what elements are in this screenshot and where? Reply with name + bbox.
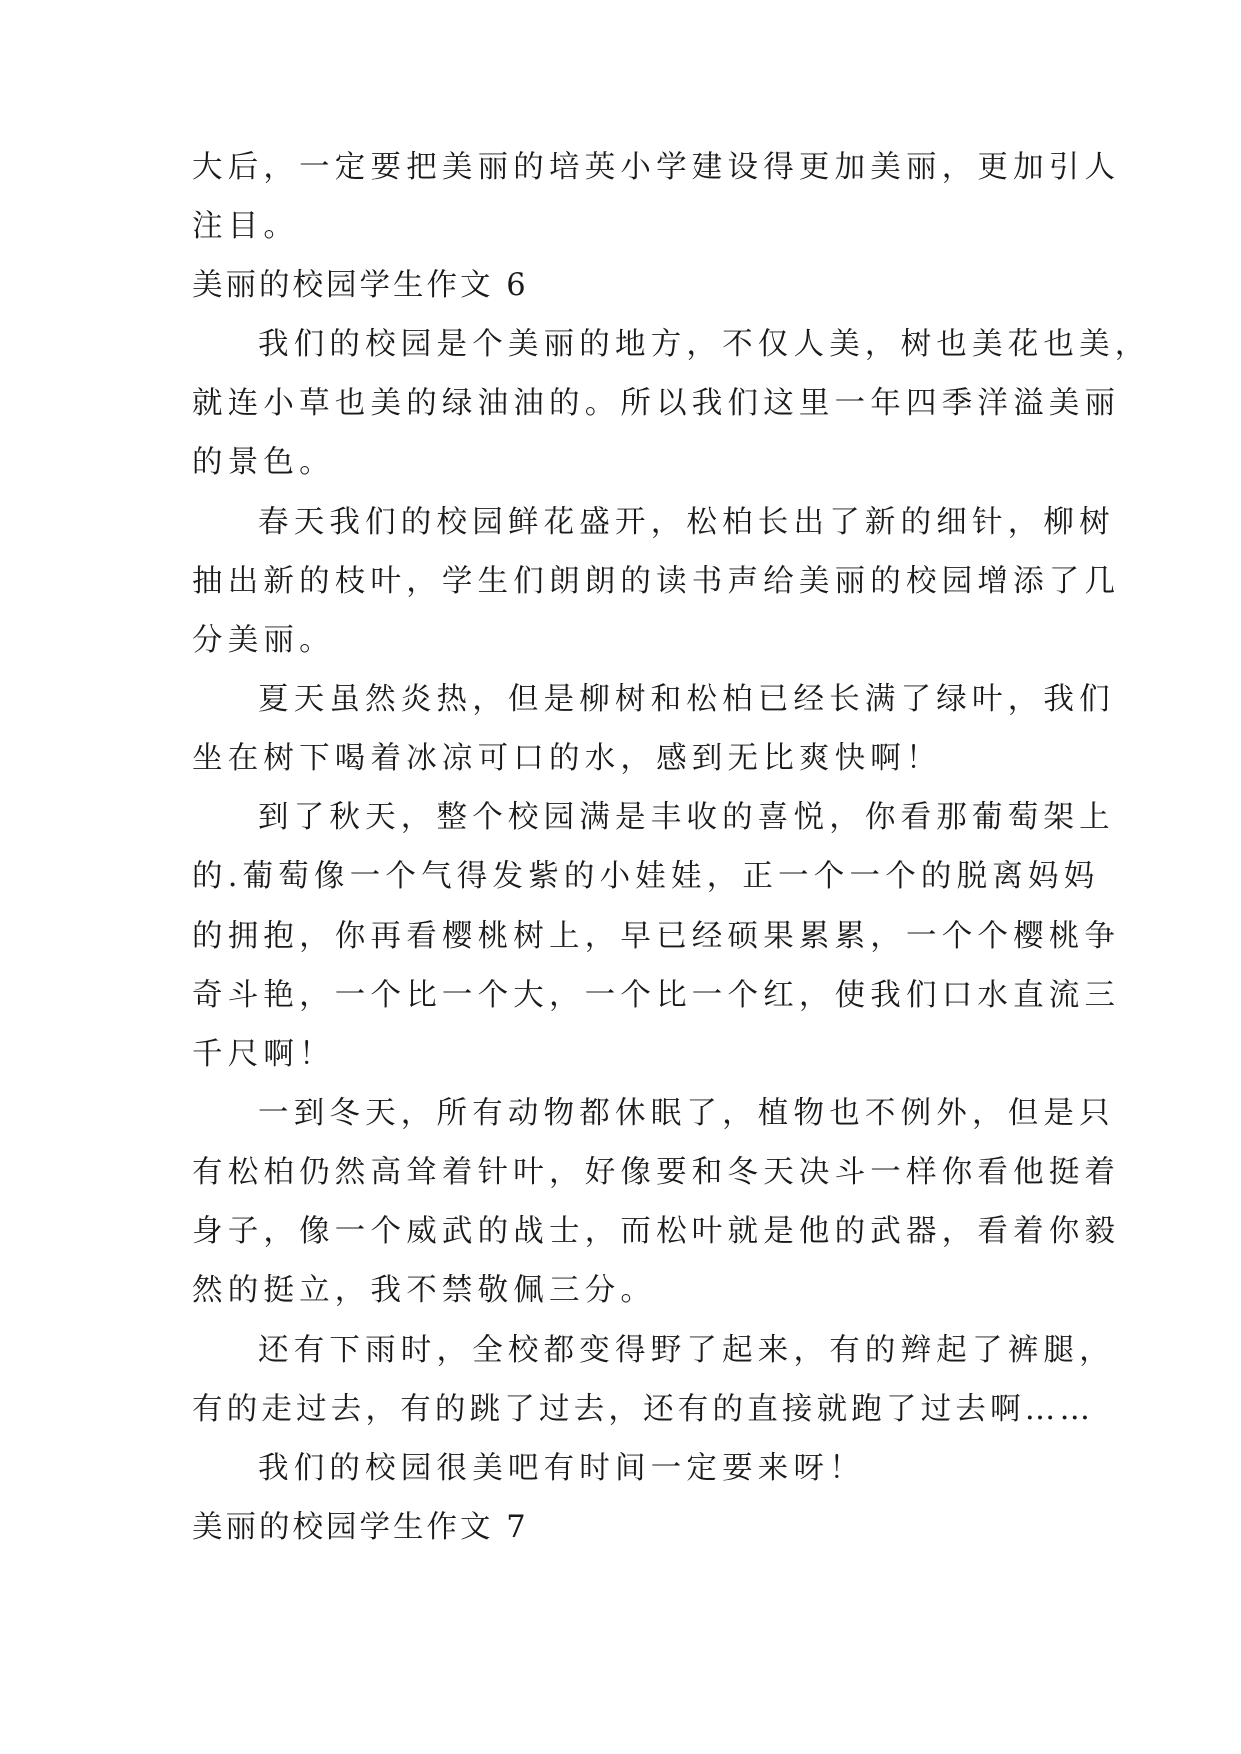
paragraph-start: 到了秋天，整个校园满是丰收的喜悦，你看那葡萄架上 [258,800,1115,835]
text-line: 坐在树下喝着冰凉可口的水，感到无比爽快啊！ [192,741,942,776]
paragraph-start: 我们的校园很美吧有时间一定要来呀！ [258,1451,865,1486]
section-heading: 美丽的校园学生作文 6 [192,268,529,303]
paragraph-start: 我们的校园是个美丽的地方，不仅人美，树也美花也美， [258,327,1151,362]
paragraph-start: 一到冬天，所有动物都休眠了，植物也不例外，但是只 [258,1096,1115,1131]
paragraph-start: 还有下雨时，全校都变得野了起来，有的辫起了裤腿， [258,1333,1115,1368]
text-line: 身子，像一个威武的战士，而松叶就是他的武器，看着你毅 [192,1214,1121,1249]
text-line: 有的走过去，有的跳了过去，还有的直接就跑了过去啊…… [192,1392,1095,1427]
text-line: 的.葡萄像一个气得发紫的小娃娃，正一个一个的脱离妈妈 [192,859,1100,894]
text-line: 分美丽。 [192,623,335,658]
text-line: 大后，一定要把美丽的培英小学建设得更加美丽，更加引人 [192,150,1121,185]
text-line: 的景色。 [192,445,335,480]
text-line: 奇斗艳，一个比一个大，一个比一个红，使我们口水直流三 [192,978,1121,1013]
text-line: 的拥抱，你再看樱桃树上，早已经硕果累累，一个个樱桃争 [192,919,1121,954]
text-line: 抽出新的枝叶，学生们朗朗的读书声给美丽的校园增添了几 [192,564,1121,599]
text-line: 千尺啊！ [192,1037,335,1072]
paragraph-start: 春天我们的校园鲜花盛开，松柏长出了新的细针，柳树 [258,505,1115,540]
paragraph-start: 夏天虽然炎热，但是柳树和松柏已经长满了绿叶，我们 [258,682,1115,717]
section-heading: 美丽的校园学生作文 7 [192,1510,529,1545]
text-line: 注目。 [192,209,300,244]
text-line: 就连小草也美的绿油油的。所以我们这里一年四季洋溢美丽 [192,386,1121,421]
text-line: 然的挺立，我不禁敬佩三分。 [192,1273,657,1308]
text-line: 有松柏仍然高耸着针叶，好像要和冬天决斗一样你看他挺着 [192,1155,1121,1190]
